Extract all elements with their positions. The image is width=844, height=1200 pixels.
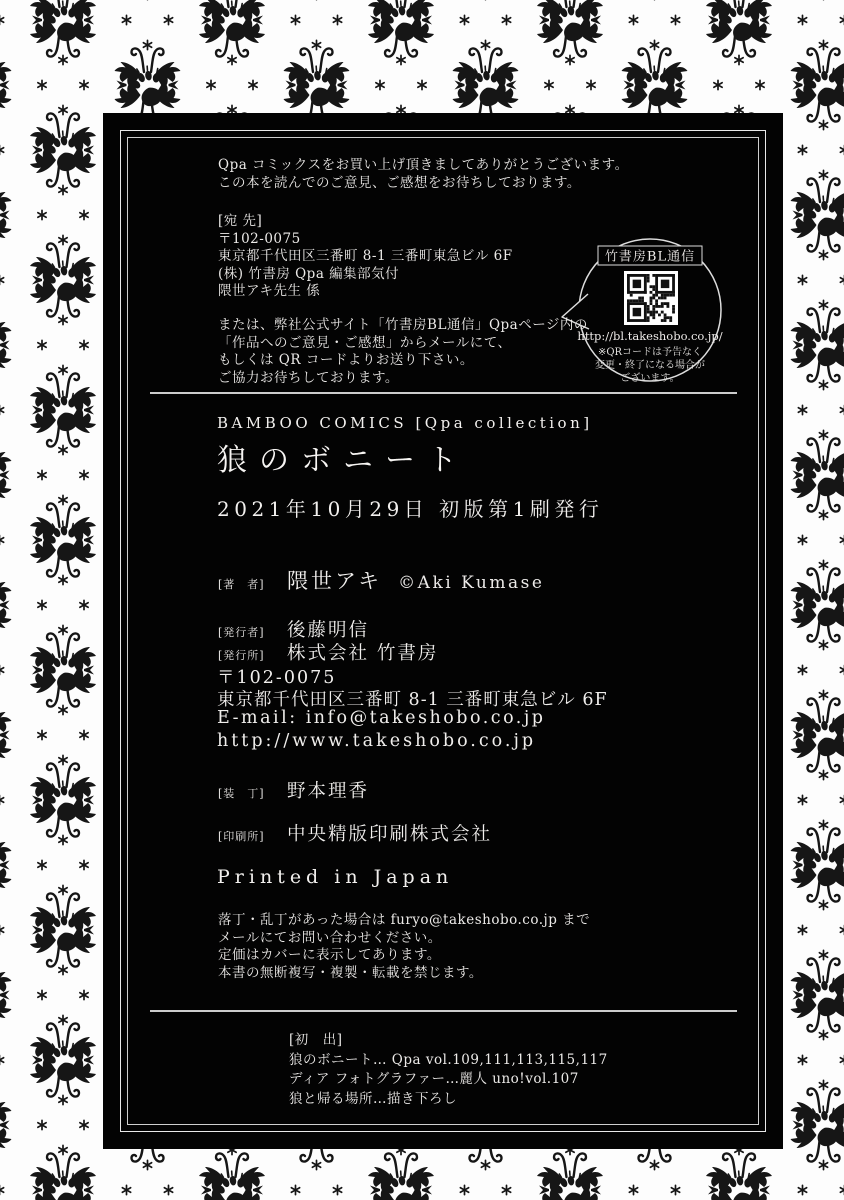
feedback-line: 「作品へのご意見・ご感想」からメールにて、 [218,334,512,351]
publisher-address: 東京都千代田区三番町 8-1 三番町東急ビル 6F [217,690,608,710]
legal-notices [218,912,590,982]
first-publication-line: 狼と帰る場所…描き下ろし [289,1090,457,1107]
separator-line-bottom [150,1010,737,1012]
credit-label: [装 丁] [218,787,265,800]
separator-line-top [150,392,737,394]
bubble-url: http://bl.takeshobo.co.jp/ [577,329,723,343]
author-copyright: ©Aki Kumase [398,573,545,593]
mail-recipient-block [218,213,513,301]
first-publication-line: 狼のボニート… Qpa vol.109,111,113,115,117 [289,1051,608,1068]
recipient-line: (株) 竹書房 Qpa 編集部気付 [218,265,400,282]
feedback-line: ご協力お待ちしております。 [218,369,399,386]
notice-line: 落丁・乱丁があった場合は furyo@takeshobo.co.jp まで [218,912,591,928]
publisher-postal-code: 〒102-0075 [217,668,337,688]
edition-line: 2021年10月29日 初版第1刷発行 [217,497,604,521]
printer-name: 中央精版印刷株式会社 [287,824,493,845]
publisher-email: E-mail: info@takeshobo.co.jp [217,708,546,728]
notice-line: 定価はカバーに表示してあります。 [218,947,441,963]
thanks-line: Qpa コミックスをお買い上げ頂きましてありがとうございます。 [218,157,629,173]
publisher-company-name: 株式会社 竹書房 [287,643,439,664]
bubble-note-line: ございます。 [620,373,680,384]
bubble-note-line: ※QRコードは予告なく [597,347,703,358]
colophon-box [103,113,783,1149]
feedback-line: もしくは QR コードよりお送り下さい。 [218,352,474,368]
first-publication-label: [初 出] [289,1032,343,1048]
first-publication-block [289,1031,608,1109]
credit-author [218,565,544,595]
credit-printer [218,820,492,846]
series-imprint: BAMBOO COMICS [Qpa collection] [217,414,593,432]
feedback-line: または、弊社公式サイト「竹書房BL通信」Qpaページ内の [218,317,588,333]
thanks-line: この本を読んでのご意見、ご感想をお待ちしております。 [218,174,581,191]
credit-label: [印刷所] [218,830,265,843]
recipient-line: 〒102-0075 [218,230,301,247]
printed-in-japan: Printed in Japan [217,866,454,888]
designer-name: 野本理香 [287,781,370,802]
feedback-instructions [218,317,588,387]
first-publication-line: ディア フォトグラファー…麗人 uno!vol.107 [289,1071,579,1087]
recipient-line: 東京都千代田区三番町 8-1 三番町東急ビル 6F [218,248,513,264]
author-name: 隈世アキ [287,569,383,593]
bubble-title: 竹書房BL通信 [604,249,696,265]
notice-line: メールにてお問い合わせください。 [218,929,442,946]
credit-designer [218,777,369,803]
recipient-line: 隈世アキ先生 係 [218,283,321,299]
recipient-label: [宛 先] [218,213,263,229]
credit-label: [発行者] [218,626,265,639]
bubble-note-line: 変更・終了になる場合が [595,360,705,371]
book-title: 狼のボニート [217,443,469,478]
notice-line: 本書の無断複写・複製・転載を禁じます。 [218,964,483,981]
reader-thanks [218,157,629,192]
publisher-website: http://www.takeshobo.co.jp [217,731,537,751]
credit-label: [著 者] [218,578,265,591]
credit-publisher-company [218,639,438,665]
publisher-person-name: 後藤明信 [287,620,370,641]
credit-label: [発行所] [218,649,265,662]
